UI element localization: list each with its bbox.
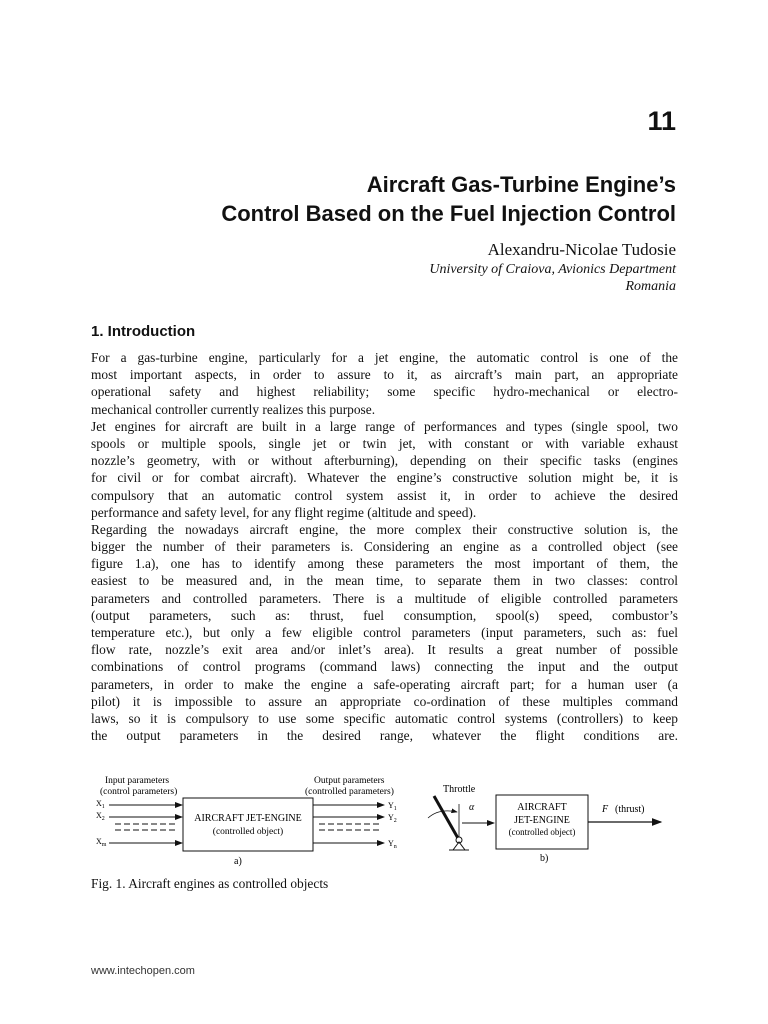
body-line: parameters and controlled parameters. There is a multitude of eligible controlled parameters (91, 590, 678, 606)
fig-a-input-x2: $X_2$ (96, 811, 105, 822)
affiliation-line-1: University of Craiova, Avionics Department (429, 262, 676, 277)
body-line: Jet engines for aircraft are built in a large range of performances and types (single spool, two (91, 418, 678, 434)
body-line: compulsory that an automatic control system assist it, in order to achieve the desired (91, 487, 678, 503)
fig-a-box-line-1: AIRCRAFT JET-ENGINE (194, 813, 302, 824)
fig-b-output-symbol: F (602, 804, 609, 815)
title-line-1: Aircraft Gas-Turbine Engine’s (366, 172, 676, 197)
fig-a-sublabel: a) (234, 856, 242, 867)
body-line: For a gas-turbine engine, particularly for a jet engine, the automatic control is one of the (91, 350, 678, 365)
author-name: Alexandru-Nicolae Tudosie (487, 240, 676, 259)
title-line-2: Control Based on the Fuel Injection Control (221, 201, 676, 226)
body-line: most important aspects, in order to assure to it, as aircraft’s main part, an appropriate (91, 367, 678, 383)
fig-b-angle-symbol: α (469, 802, 475, 813)
fig-b-box-line-1: AIRCRAFT (517, 802, 567, 813)
body-line: the output parameters in the desired range, whatever the flight conditions are. (91, 728, 678, 744)
fig-a-output-yn: $Y_n$ (388, 839, 397, 850)
body-line: nozzle’s geometry, with or without afterburning), depending on their specific tasks (engines (91, 453, 678, 469)
body-line: operational safety and highest reliability; some specific hydro-mechanical or electro- (91, 384, 678, 400)
body-line: combinations of control programs (command laws) connecting the input and the output (91, 659, 678, 675)
affiliation (429, 261, 676, 295)
fig-b-throttle-label: Throttle (443, 784, 476, 795)
body-line: Regarding the nowadays aircraft engine, the more complex their constructive solution is, the (91, 521, 678, 537)
fig-a-output-label-2: (controlled parameters) (305, 787, 394, 797)
body-line: parameters, in order to make the engine a safe-operating aircraft part; for a human user (a (91, 676, 678, 692)
fig-b-box-line-3: (controlled object) (508, 827, 576, 837)
figure-caption: Fig. 1. Aircraft engines as controlled objects (91, 876, 329, 891)
figure-1 (91, 768, 681, 872)
fig-a-engine-box (183, 798, 313, 851)
body-line: (output parameters, such as: thrust, fuel consumption, spool(s) speed, combustor’s (91, 607, 678, 623)
body-line: performance and safety level, for any flight regime (altitude and speed). (91, 504, 477, 520)
section-heading: 1. Introduction (91, 323, 196, 340)
body-line: pilot) it is impossible to assure an appropriate co-ordination of these multiples command (91, 693, 678, 709)
fig-b-throttle-lever (434, 796, 459, 840)
fig-a-input-x1: $X_1$ (96, 799, 105, 810)
body-line: spools or multiple spools, single jet or twin jet, with constant or with variable exhaust (91, 435, 678, 451)
body-line: easiest to be measured and, in the mean time, to separate them in two classes: control (91, 573, 678, 589)
fig-a-input-label-2: (control parameters) (100, 787, 178, 797)
body-line: laws, so it is compulsory to use some specific automatic control systems (controllers) to keep (91, 710, 678, 726)
body-text (91, 349, 678, 744)
body-line: for civil or for combat aircraft). Whatever the engine’s constructive solution might be, it is (91, 470, 678, 486)
fig-b-output-label: (thrust) (615, 804, 645, 815)
body-line: bigger the number of their parameters is. Considering an engine as a controlled object (see (91, 539, 678, 555)
body-line: figure 1.a), one has to identify among these parameters the most important of them, the (91, 556, 678, 572)
fig-b-sublabel: b) (540, 853, 549, 864)
body-line: temperature etc.), but only a few eligible control parameters (input parameters, such as: fuel (91, 625, 678, 640)
body-line: flow rate, nozzle’s exit area and/or inlet’s area). It results a great number of possible (91, 642, 678, 658)
chapter-title (56, 170, 676, 228)
chapter-number: 11 (647, 106, 676, 136)
body-line: mechanical controller currently realizes this purpose. (91, 401, 376, 417)
fig-b-box-line-2: JET-ENGINE (514, 815, 570, 826)
fig-a-input-label-1: Input parameters (105, 776, 170, 786)
fig-a-output-y1: $Y_1$ (388, 801, 397, 812)
footer-url: www.intechopen.com (91, 965, 195, 977)
affiliation-line-2: Romania (625, 279, 676, 294)
fig-a-output-label-1: Output parameters (314, 776, 385, 786)
figure-1-diagram (91, 768, 681, 872)
fig-a-input-xm: $X_m$ (96, 837, 107, 848)
fig-a-output-y2: $Y_2$ (388, 813, 397, 824)
fig-a-box-line-2: (controlled object) (212, 827, 284, 837)
